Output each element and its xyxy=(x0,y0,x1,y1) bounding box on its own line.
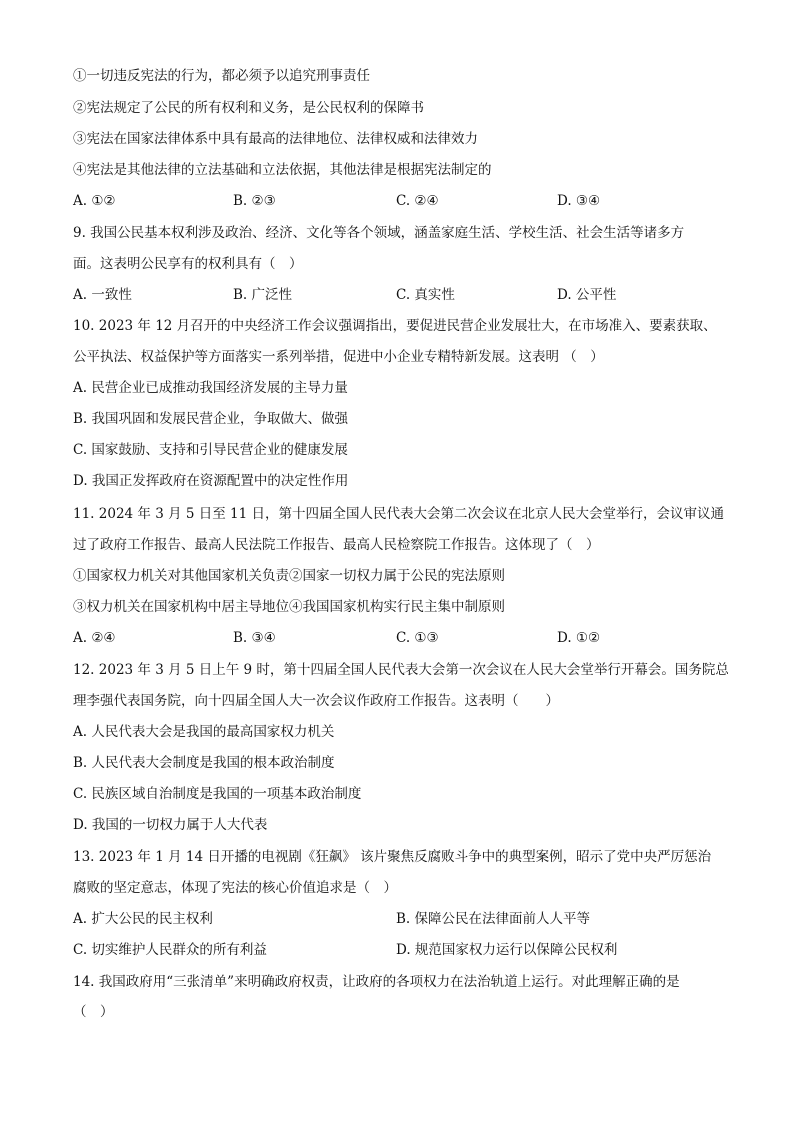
q11-options xyxy=(73,629,733,647)
q12-option-a[interactable]: A. 人民代表大会是我国的最高国家权力机关 xyxy=(73,724,335,740)
q9-stem-line-1: 9. 我国公民基本权利涉及政治、经济、文化等各个领域，涵盖家庭生活、学校生活、社会生活等诸多方 xyxy=(73,225,685,241)
q8-statement-2: ②宪法规定了公民的所有权利和义务，是公民权利的保障书 xyxy=(73,100,424,116)
q11-option-d[interactable]: D. ①② xyxy=(557,630,601,646)
q10-stem-line-2: 公平执法、权益保护等方面落实一系列举措，促进中小企业专精特新发展。这表明 （ ） xyxy=(73,349,604,365)
q10-option-a[interactable]: A. 民营企业已成推动我国经济发展的主导力量 xyxy=(73,380,348,396)
q11-statement-1: ①国家权力机关对其他国家机关负责②国家一切权力属于公民的宪法原则 xyxy=(73,568,505,584)
q9-option-a[interactable]: A. 一致性 xyxy=(73,287,132,303)
q11-option-b[interactable]: B. ③④ xyxy=(233,630,276,646)
q9-stem-line-2: 面。这表明公民享有的权利具有（ ） xyxy=(73,256,303,272)
q10-option-b[interactable]: B. 我国巩固和发展民营企业，争取做大、做强 xyxy=(73,411,349,427)
q11-option-c[interactable]: C. ①③ xyxy=(396,630,439,646)
q10-stem-line-1: 10. 2023 年 12 月召开的中央经济工作会议强调指出，要促进民营企业发展壮大，在市场准入、要素获取、 xyxy=(73,318,717,334)
q12-stem-line-2: 理李强代表国务院，向十四届全国人大一次会议作政府工作报告。这表明（ ） xyxy=(73,693,559,709)
q12-stem-line-1: 12. 2023 年 3 月 5 日上午 9 时，第十四届全国人民代表大会第一次会议在人民大会堂举行开幕会。国务院总 xyxy=(73,662,729,678)
q8-option-b[interactable]: B. ②③ xyxy=(233,193,276,209)
q9-options xyxy=(73,286,733,304)
q11-stem-line-1: 11. 2024 年 3 月 5 日至 11 日，第十四届全国人民代表大会第二次会议在北京人民大会堂举行，会议审议通 xyxy=(73,506,725,522)
q12-option-b[interactable]: B. 人民代表大会制度是我国的根本政治制度 xyxy=(73,755,335,771)
q13-option-a[interactable]: A. 扩大公民的民主权利 xyxy=(73,911,213,927)
q12-option-d[interactable]: D. 我国的一切权力属于人大代表 xyxy=(73,817,268,833)
q13-option-c[interactable]: C. 切实维护人民群众的所有利益 xyxy=(73,942,267,958)
q13-options-row-1 xyxy=(73,910,733,928)
q13-options-row-2 xyxy=(73,941,733,959)
q14-stem-line-1: 14. 我国政府用“三张清单”来明确政府权责，让政府的各项权力在法治轨道上运行。对此理解正确的是 xyxy=(73,974,680,990)
q11-statement-2: ③权力机关在国家机构中居主导地位④我国国家机构实行民主集中制原则 xyxy=(73,599,505,615)
q11-stem-line-2: 过了政府工作报告、最高人民法院工作报告、最高人民检察院工作报告。这体现了（ ） xyxy=(73,537,600,553)
q9-option-b[interactable]: B. 广泛性 xyxy=(233,287,293,303)
q8-statement-3: ③宪法在国家法律体系中具有最高的法律地位、法律权威和法律效力 xyxy=(73,131,478,147)
q12-option-c[interactable]: C. 民族区域自治制度是我国的一项基本政治制度 xyxy=(73,786,362,802)
q8-option-c[interactable]: C. ②④ xyxy=(396,193,439,209)
q11-option-a[interactable]: A. ②④ xyxy=(73,630,116,646)
q8-options xyxy=(73,192,733,210)
q8-statement-4: ④宪法是其他法律的立法基础和立法依据，其他法律是根据宪法制定的 xyxy=(73,162,492,178)
q8-statement-1: ①一切违反宪法的行为，都必须予以追究刑事责任 xyxy=(73,68,370,84)
q9-option-c[interactable]: C. 真实性 xyxy=(396,287,455,303)
q13-stem-line-1: 13. 2023 年 1 月 14 日开播的电视剧《狂飙》 该片聚焦反腐败斗争中的典型案例，昭示了党中央严厉惩治 xyxy=(73,849,712,865)
q8-option-a[interactable]: A. ①② xyxy=(73,193,116,209)
q13-option-b[interactable]: B. 保障公民在法律面前人人平等 xyxy=(396,911,591,927)
q10-option-c[interactable]: C. 国家鼓励、支持和引导民营企业的健康发展 xyxy=(73,442,348,458)
q13-option-d[interactable]: D. 规范国家权力运行以保障公民权利 xyxy=(396,942,618,958)
q13-stem-line-2: 腐败的坚定意志，体现了宪法的核心价值追求是（ ） xyxy=(73,880,397,896)
q8-option-d[interactable]: D. ③④ xyxy=(557,193,601,209)
q9-option-d[interactable]: D. 公平性 xyxy=(557,287,617,303)
q14-stem-line-2: （ ） xyxy=(73,1004,114,1020)
q10-option-d[interactable]: D. 我国正发挥政府在资源配置中的决定性作用 xyxy=(73,473,349,489)
